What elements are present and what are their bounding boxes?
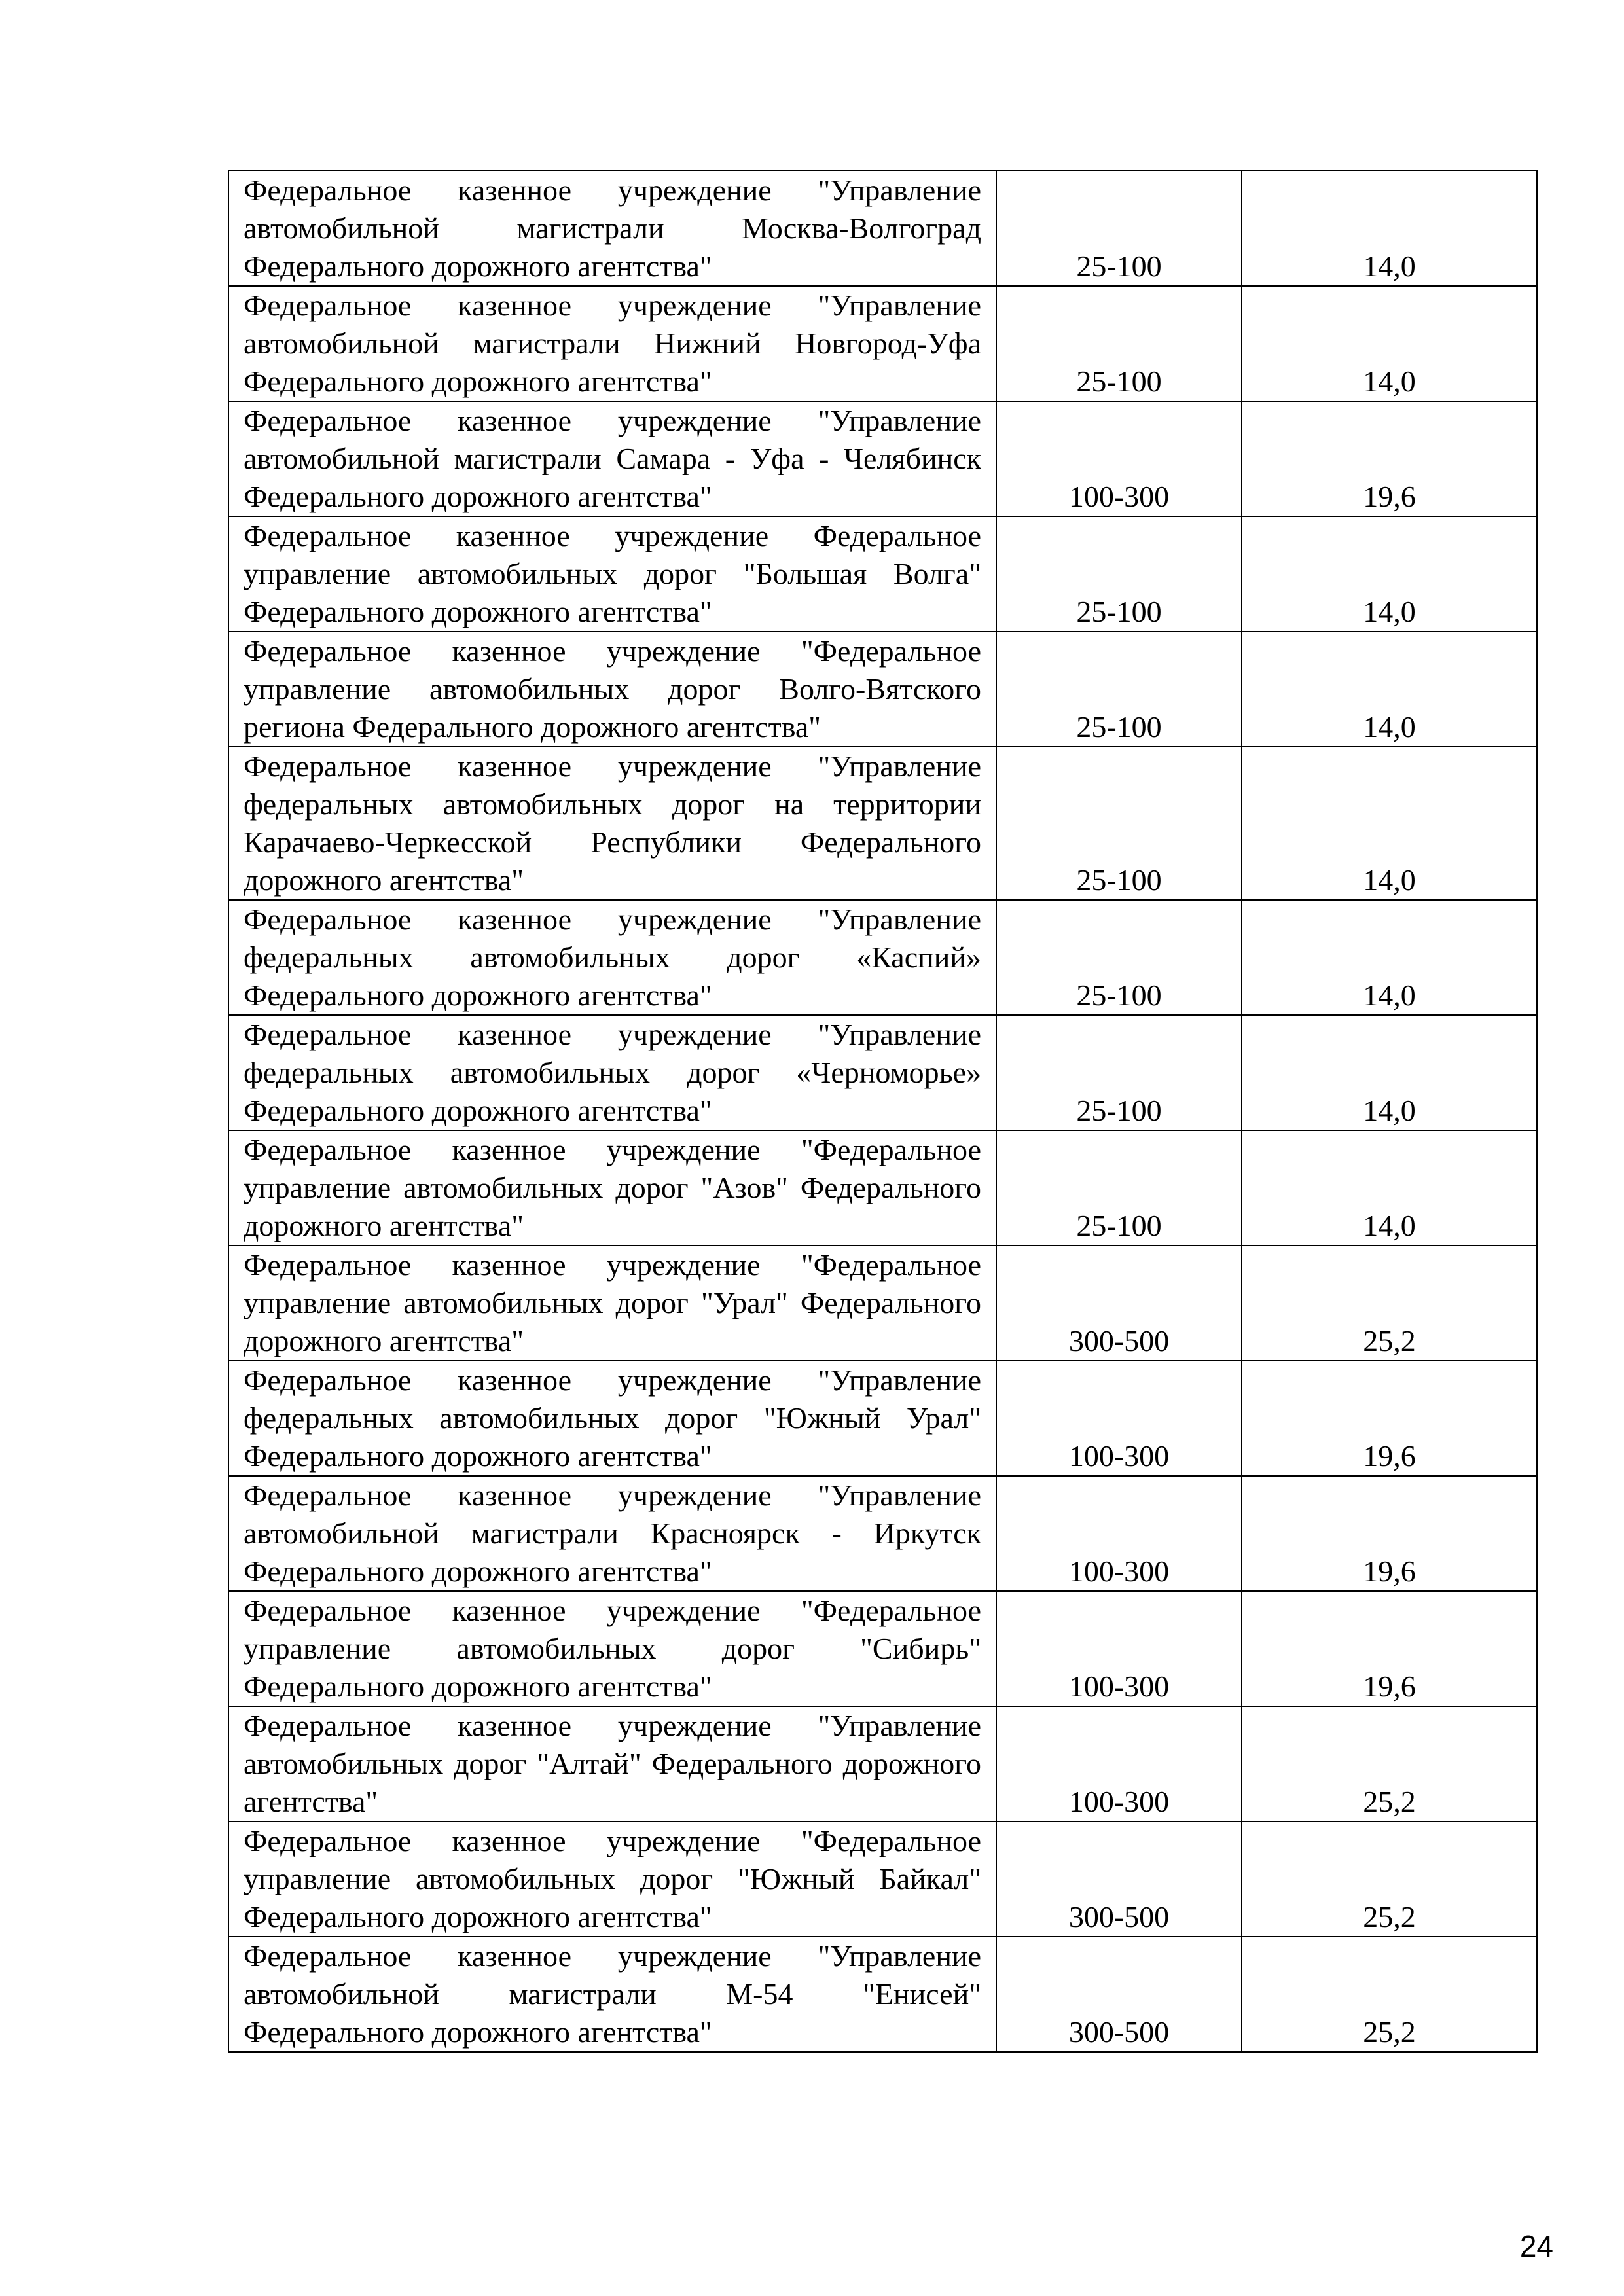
value-cell: 19,6	[1242, 401, 1537, 516]
organization-name: Федеральное казенное учреждение "Федеральное управление автомобильных дорог "Южный Байкал" Федерального дорожного агентства"	[244, 1824, 981, 1933]
table-row	[228, 900, 1537, 1015]
organization-name: Федеральное казенное учреждение "Управление автомобильной магистрали М-54 "Енисей" Федерального дорожного агентства"	[244, 1939, 981, 2049]
organization-cell	[228, 1246, 996, 1361]
organization-name: Федеральное казенное учреждение "Управление автомобильной магистрали Москва-Волгоград Федерального дорожного агентства"	[244, 173, 981, 283]
organization-cell	[228, 1937, 996, 2052]
range-cell: 25-100	[996, 900, 1242, 1015]
table-row	[228, 516, 1537, 632]
range-cell: 100-300	[996, 1361, 1242, 1476]
organization-name: Федеральное казенное учреждение "Управление автомобильной магистрали Красноярск - Иркутск Федерального дорожного агентства"	[244, 1479, 981, 1588]
range-cell: 25-100	[996, 1015, 1242, 1130]
organization-name: Федеральное казенное учреждение "Федеральное управление автомобильных дорог "Урал" Федерального дорожного агентства"	[244, 1248, 981, 1357]
table-body	[228, 171, 1537, 2052]
range-cell: 100-300	[996, 401, 1242, 516]
table-row	[228, 1246, 1537, 1361]
range-cell: 25-100	[996, 171, 1242, 286]
organization-name: Федеральное казенное учреждение Федеральное управление автомобильных дорог "Большая Волга" Федерального дорожного агентства"	[244, 519, 981, 628]
range-cell: 25-100	[996, 516, 1242, 632]
organization-cell	[228, 401, 996, 516]
table-row	[228, 401, 1537, 516]
value-cell: 14,0	[1242, 1015, 1537, 1130]
organization-cell	[228, 900, 996, 1015]
organization-cell	[228, 516, 996, 632]
value-cell: 25,2	[1242, 1706, 1537, 1821]
value-cell: 19,6	[1242, 1591, 1537, 1706]
organization-name: Федеральное казенное учреждение "Управление автомобильной магистрали Нижний Новгород-Уфа Федерального дорожного агентства"	[244, 289, 981, 398]
table-row	[228, 1937, 1537, 2052]
page-number: 24	[1519, 2229, 1553, 2263]
organization-cell	[228, 1361, 996, 1476]
value-cell: 19,6	[1242, 1361, 1537, 1476]
value-cell: 14,0	[1242, 516, 1537, 632]
value-cell: 25,2	[1242, 1821, 1537, 1937]
value-cell: 14,0	[1242, 1130, 1537, 1246]
organization-cell	[228, 286, 996, 401]
table-row	[228, 1015, 1537, 1130]
value-cell: 14,0	[1242, 171, 1537, 286]
range-cell: 25-100	[996, 632, 1242, 747]
range-cell: 25-100	[996, 1130, 1242, 1246]
organization-name: Федеральное казенное учреждение "Федеральное управление автомобильных дорог "Сибирь" Федерального дорожного агентства"	[244, 1594, 981, 1703]
organization-name: Федеральное казенное учреждение "Управление федеральных автомобильных дорог «Черноморье» Федерального дорожного агентства"	[244, 1018, 981, 1127]
range-cell: 100-300	[996, 1476, 1242, 1591]
table-row	[228, 1706, 1537, 1821]
organization-cell	[228, 171, 996, 286]
organization-cell	[228, 1130, 996, 1246]
organization-cell	[228, 1015, 996, 1130]
range-cell: 300-500	[996, 1246, 1242, 1361]
value-cell: 14,0	[1242, 900, 1537, 1015]
organization-name: Федеральное казенное учреждение "Управление федеральных автомобильных дорог «Каспий» Федерального дорожного агентства"	[244, 903, 981, 1012]
range-cell: 25-100	[996, 747, 1242, 900]
organization-name: Федеральное казенное учреждение "Управление федеральных автомобильных дорог на территории Карачаево-Черкесской Республики Федерального дорожного агентства"	[244, 749, 981, 897]
value-cell: 19,6	[1242, 1476, 1537, 1591]
range-cell: 100-300	[996, 1706, 1242, 1821]
table-row	[228, 1591, 1537, 1706]
value-cell: 14,0	[1242, 286, 1537, 401]
organization-name: Федеральное казенное учреждение "Федеральное управление автомобильных дорог "Азов" Федерального дорожного агентства"	[244, 1133, 981, 1242]
range-cell: 300-500	[996, 1821, 1242, 1937]
range-cell: 100-300	[996, 1591, 1242, 1706]
organization-name: Федеральное казенное учреждение "Федеральное управление автомобильных дорог Волго-Вятского региона Федерального дорожного агентства"	[244, 634, 981, 744]
organization-name: Федеральное казенное учреждение "Управление автомобильной магистрали Самара - Уфа - Челябинск Федерального дорожного агентства"	[244, 404, 981, 513]
organization-cell	[228, 1591, 996, 1706]
table-row	[228, 286, 1537, 401]
table-row	[228, 1476, 1537, 1591]
table-row	[228, 747, 1537, 900]
organization-cell	[228, 632, 996, 747]
range-cell: 300-500	[996, 1937, 1242, 2052]
organization-name: Федеральное казенное учреждение "Управление автомобильных дорог "Алтай" Федерального дорожного агентства"	[244, 1709, 981, 1818]
value-cell: 14,0	[1242, 747, 1537, 900]
organization-cell	[228, 1476, 996, 1591]
organization-cell	[228, 1706, 996, 1821]
value-cell: 25,2	[1242, 1937, 1537, 2052]
table-row	[228, 171, 1537, 286]
value-cell: 25,2	[1242, 1246, 1537, 1361]
table-row	[228, 632, 1537, 747]
data-table	[228, 170, 1538, 2053]
organization-cell	[228, 747, 996, 900]
value-cell: 14,0	[1242, 632, 1537, 747]
organization-name: Федеральное казенное учреждение "Управление федеральных автомобильных дорог "Южный Урал" Федерального дорожного агентства"	[244, 1363, 981, 1473]
table-row	[228, 1361, 1537, 1476]
table-row	[228, 1821, 1537, 1937]
range-cell: 25-100	[996, 286, 1242, 401]
organization-cell	[228, 1821, 996, 1937]
table-row	[228, 1130, 1537, 1246]
